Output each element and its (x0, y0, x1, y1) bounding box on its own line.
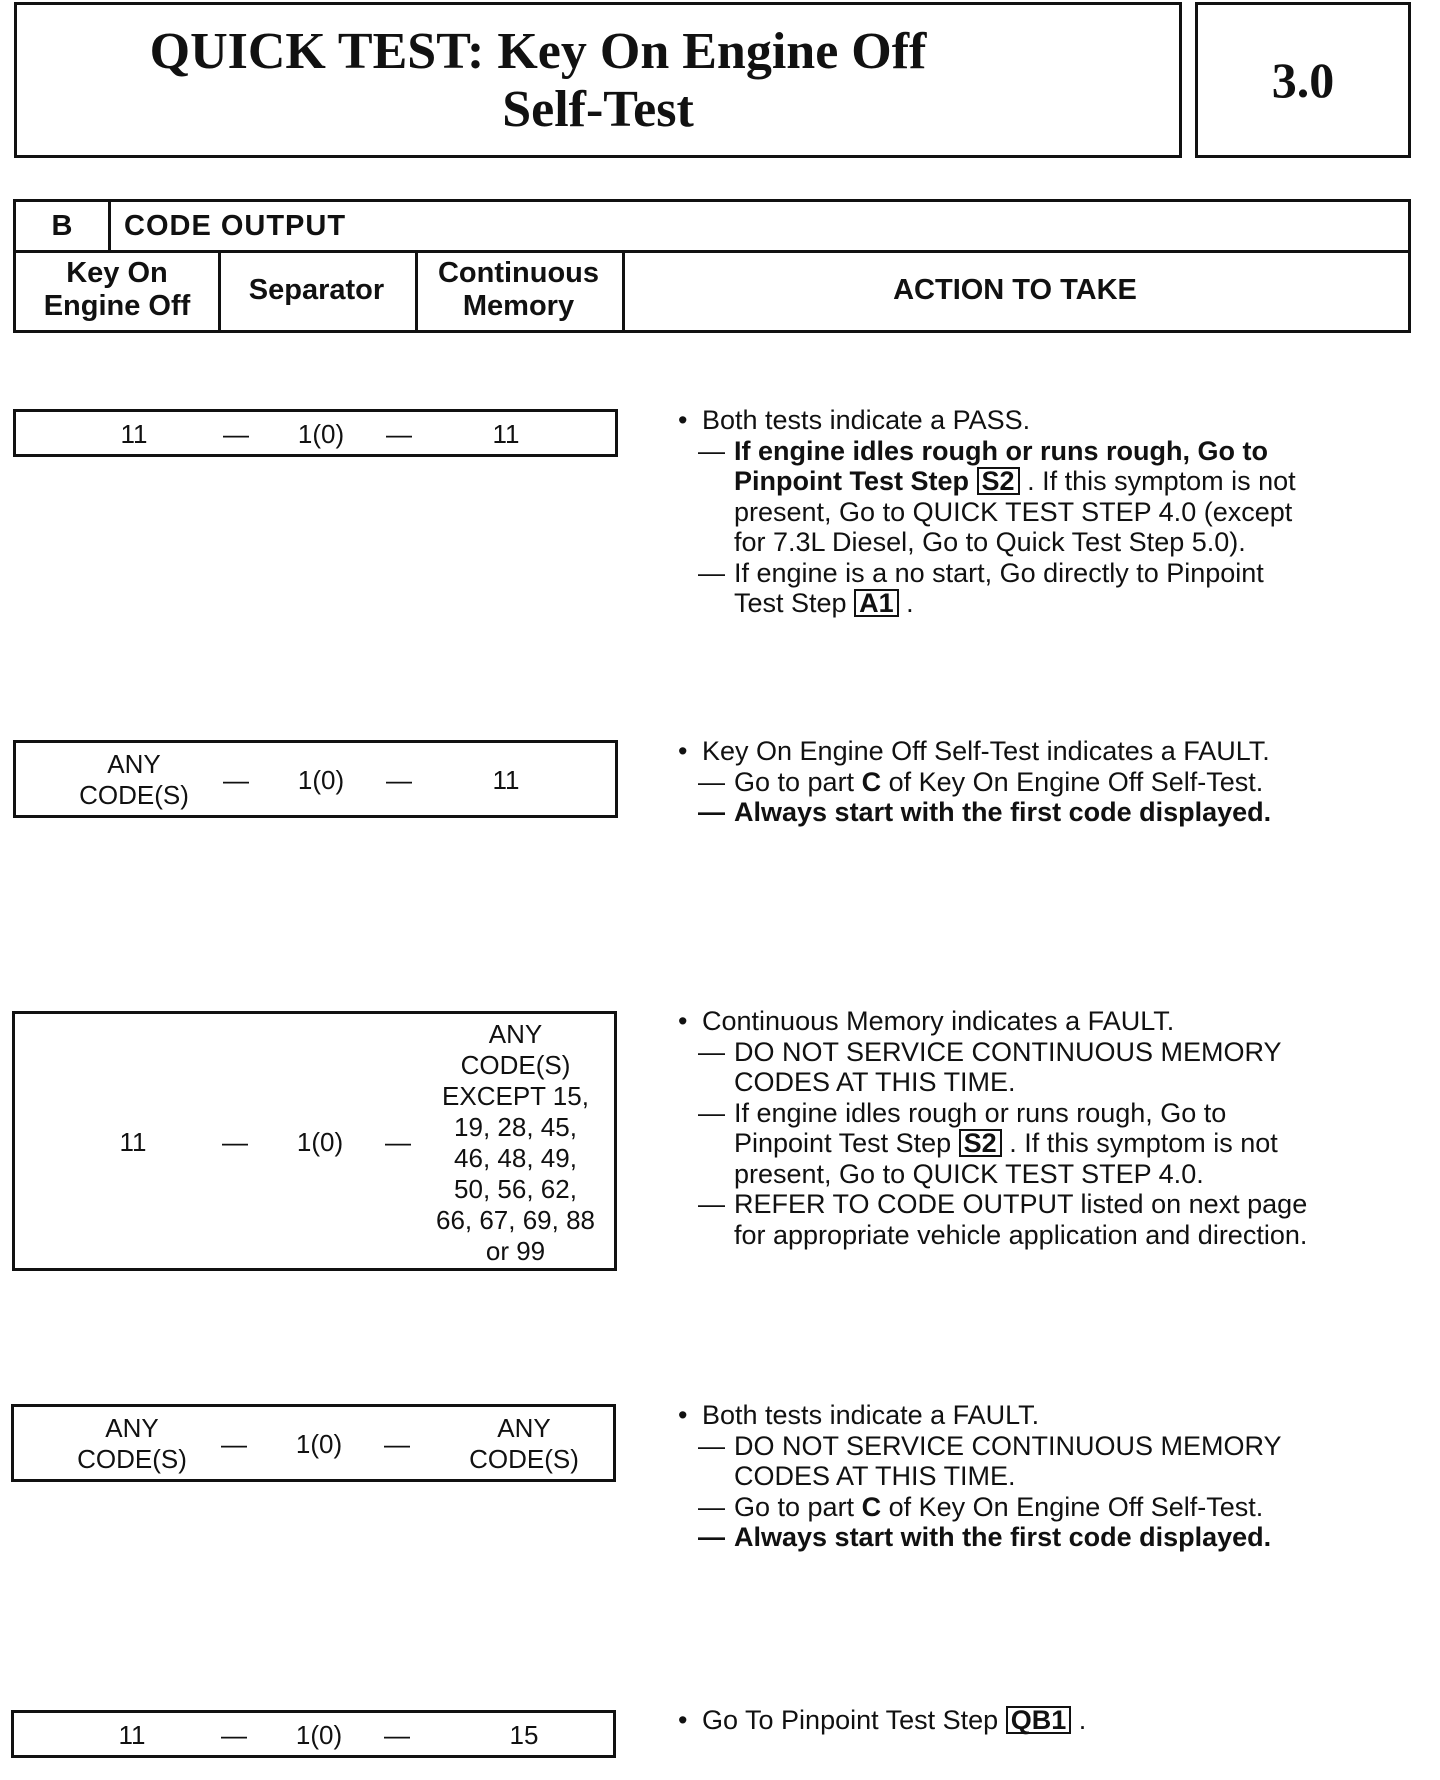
dash: — (223, 419, 249, 449)
koeo-code: ANY CODE(S) (79, 749, 189, 810)
col-continuous-memory: Continuous Memory (415, 250, 625, 330)
title-line-2: Self-Test (502, 81, 694, 138)
koeo-code: 11 (119, 1127, 147, 1157)
cm-code: 11 (492, 419, 520, 449)
cm-code: ANY CODE(S) EXCEPT 15, 19, 28, 45, 46, 48, 49, 50, 56, 62, 66, 67, 69, 88 or 99 (435, 1019, 596, 1266)
step-number: 3.0 (1195, 2, 1411, 158)
col-key-on-engine-off: Key On Engine Off (16, 250, 221, 330)
separator-code: 1(0) (297, 765, 345, 795)
koeo-code: 11 (118, 1720, 146, 1750)
col-action: ACTION TO TAKE (893, 273, 1137, 306)
action-row-2 (676, 736, 1316, 828)
action-bullet: • Go To Pinpoint Test Step QB1 . (676, 1705, 1316, 1736)
table-header (13, 199, 1411, 333)
separator-code: 1(0) (295, 1429, 343, 1459)
dash: — (385, 1127, 411, 1157)
action-row-1 (676, 405, 1316, 619)
action-sub: — Always start with the first code displayed. (676, 1522, 1316, 1553)
cm-code: 11 (492, 765, 520, 795)
cm-code: ANY CODE(S) (469, 1413, 579, 1474)
action-sub: — Always start with the first code displayed. (676, 797, 1316, 828)
separator-code: 1(0) (295, 1720, 343, 1750)
action-row-3 (676, 1006, 1316, 1250)
dash: — (384, 1429, 410, 1459)
section-letter: B (16, 202, 111, 250)
separator-code: 1(0) (296, 1127, 344, 1157)
dash: — (221, 1429, 247, 1459)
pinpoint-step-link[interactable]: QB1 (1006, 1706, 1072, 1734)
koeo-code: 11 (120, 419, 148, 449)
code-output-row-1 (13, 409, 618, 457)
section-row (16, 202, 1408, 253)
dash: — (223, 765, 249, 795)
code-output-row-2 (13, 740, 618, 818)
code-output-row-5 (11, 1710, 616, 1758)
action-sub: — REFER TO CODE OUTPUT listed on next page for appropriate vehicle application and direction. (676, 1189, 1316, 1250)
dash: — (221, 1720, 247, 1750)
action-sub: — DO NOT SERVICE CONTINUOUS MEMORY CODES AT THIS TIME. (676, 1431, 1316, 1492)
action-bullet: • Continuous Memory indicates a FAULT. (676, 1006, 1316, 1037)
koeo-code: ANY CODE(S) (77, 1413, 187, 1474)
action-bullet: • Both tests indicate a PASS. (676, 405, 1316, 436)
action-row-5 (676, 1705, 1316, 1736)
title-line-1: QUICK TEST: Key On Engine Off (149, 23, 927, 80)
pinpoint-step-link[interactable]: A1 (854, 589, 899, 617)
pinpoint-step-link[interactable]: S2 (977, 467, 1020, 495)
dash: — (384, 1720, 410, 1750)
cm-code: 15 (509, 1720, 539, 1750)
action-sub: — Go to part C of Key On Engine Off Self-Test. (676, 767, 1316, 798)
action-sub: — DO NOT SERVICE CONTINUOUS MEMORY CODES AT THIS TIME. (676, 1037, 1316, 1098)
action-sub: — If engine idles rough or runs rough, Go to Pinpoint Test Step S2 . If this symptom is not present, Go to QUICK TEST STEP 4.0. (676, 1098, 1316, 1190)
action-bullet: • Key On Engine Off Self-Test indicates a FAULT. (676, 736, 1316, 767)
dash: — (222, 1127, 248, 1157)
dash: — (386, 765, 412, 795)
action-row-4 (676, 1400, 1316, 1553)
dash: — (386, 419, 412, 449)
separator-code: 1(0) (297, 419, 345, 449)
section-title: CODE OUTPUT (124, 209, 347, 242)
title-box (14, 2, 1182, 158)
action-bullet: • Both tests indicate a FAULT. (676, 1400, 1316, 1431)
pinpoint-step-link[interactable]: S2 (959, 1129, 1002, 1157)
action-sub: — Go to part C of Key On Engine Off Self-Test. (676, 1492, 1316, 1523)
action-sub: — If engine idles rough or runs rough, Go to Pinpoint Test Step S2 . If this symptom is not present, Go to QUICK TEST STEP 4.0 (except for 7.3L Diesel, Go to Quick Test Step 5.0). (676, 436, 1316, 558)
page-title (17, 23, 1179, 139)
action-sub: — If engine is a no start, Go directly to Pinpoint Test Step A1 . (676, 558, 1316, 619)
code-output-row-3 (12, 1011, 617, 1271)
code-output-row-4 (11, 1404, 616, 1482)
col-separator: Separator (218, 250, 418, 330)
